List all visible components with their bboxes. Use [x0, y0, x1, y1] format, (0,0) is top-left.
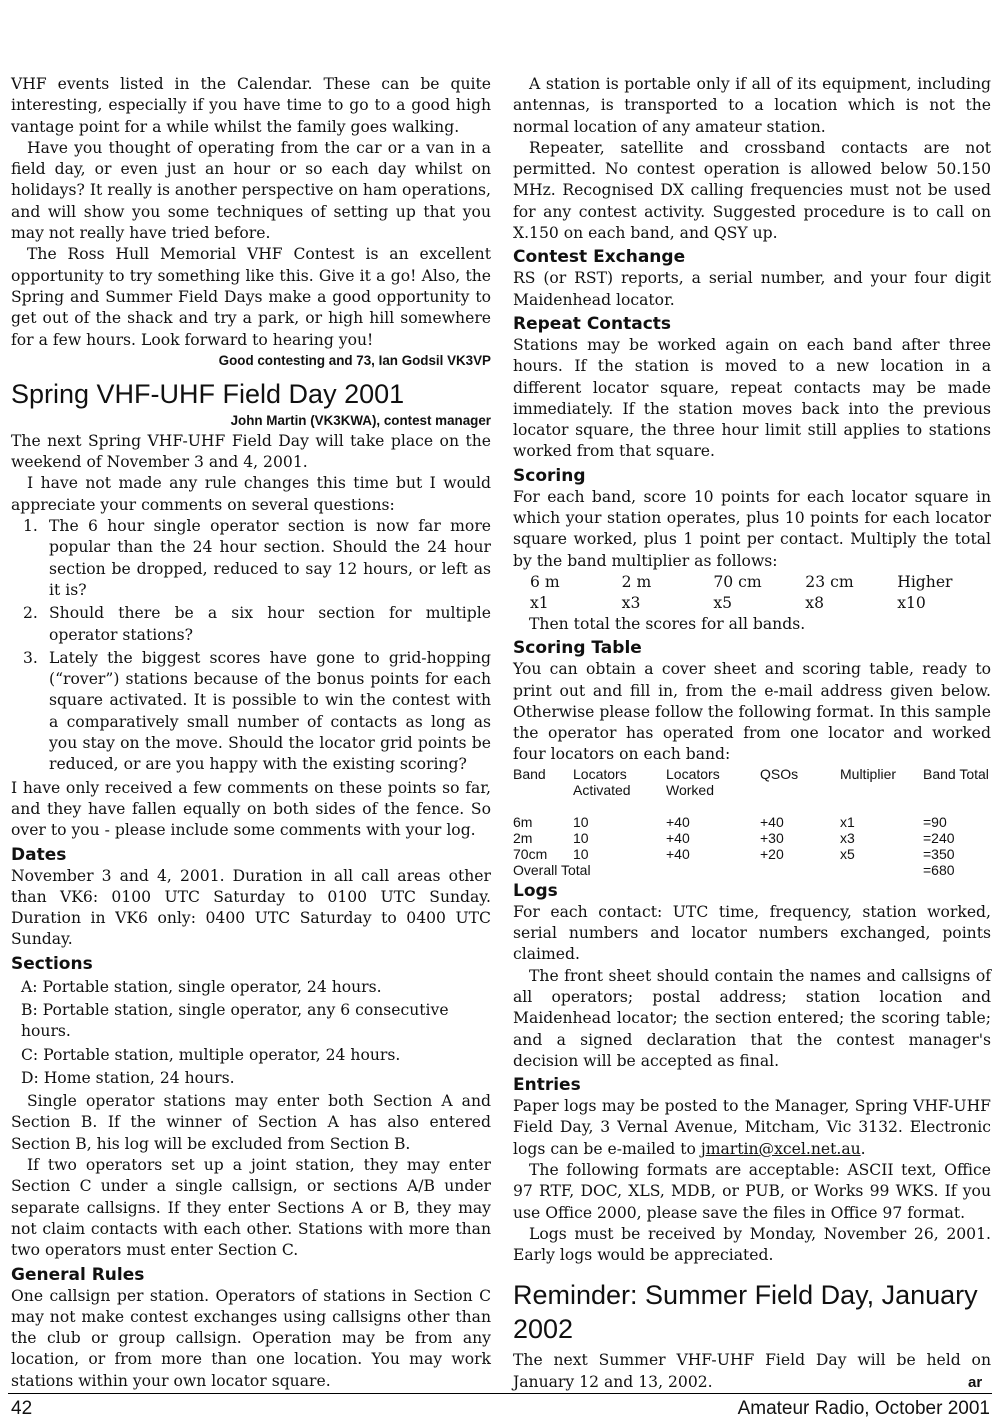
section-heading-repeat-contacts: Repeat Contacts [513, 313, 672, 334]
paragraph: Logs must be received by Monday, November 26, 2001. Early logs would be appreciated. [513, 1224, 991, 1265]
section-heading-scoring-table: Scoring Table [513, 638, 642, 659]
question-item: 3. Lately the biggest scores have gone to grid-hopping (“rover”) stations because of the bonus points for each square activated. It is possible to win the contest with a comparatively small number of contacts as long as you stay on the move. Should the locator grid points be reduced, or are you happy with the existing scoring? [23, 648, 491, 774]
table-cell: +40 [666, 845, 690, 862]
table-spacer [513, 798, 991, 814]
multiplier-value: x10 [897, 594, 926, 613]
table-cell: 10 [573, 829, 589, 846]
footer-divider [8, 1393, 992, 1394]
table-cell: x1 [840, 813, 855, 830]
multiplier-band: 23 cm [805, 573, 854, 592]
paragraph: RS (or RST) reports, a serial number, and your four digit Maidenhead locator. [513, 269, 991, 309]
table-cell: +20 [760, 845, 784, 862]
table-cell: 6m [513, 813, 533, 830]
section-item: B: Portable station, single operator, any 6 consecutive hours. [21, 1000, 449, 1041]
email-link[interactable]: jmartin@xcel.net.au [700, 1139, 861, 1158]
paragraph: You can obtain a cover sheet and scoring table, ready to print out and fill in, from the e-mail address given below. Otherwise please follow the following format. In this sample the operator has operated from one locator and worked four locators on each band: [513, 660, 991, 764]
section-heading-dates: Dates [11, 844, 67, 865]
scoring-table [513, 766, 991, 878]
table-cell: =350 [923, 845, 955, 862]
table-cell: 10 [573, 813, 589, 830]
reminder-title: Reminder: Summer Field Day, January 2002 [513, 1280, 978, 1345]
multiplier-band: 2 m [621, 573, 652, 592]
paragraph: One callsign per station. Operators of stations in Section C may not make contest exchanges using callsigns other than the club or group callsign. Operation may be from any location, or from more than one location. You may work stations within your own locator square. [11, 1286, 491, 1390]
paragraph: Single operator stations may enter both Section A and Section B. If the winner of Section A has also entered Section B, his log will be excluded from Section B. [11, 1092, 491, 1153]
section-heading-general-rules: General Rules [11, 1264, 145, 1285]
paragraph: A station is portable only if all of its equipment, including antennas, is transported to a location which is not the normal location of any amateur station. [513, 75, 991, 136]
table-cell: +40 [666, 829, 690, 846]
multiplier-value: x3 [621, 594, 641, 613]
question-item: 2. Should there be a six hour section for multiple operator stations? [23, 604, 491, 644]
table-cell: 2m [513, 829, 533, 846]
table-cell: 70cm [513, 845, 548, 862]
section-heading-contest-exchange: Contest Exchange [513, 247, 686, 268]
table-total-row [513, 862, 991, 878]
paragraph: If two operators set up a joint station, they may enter Section C under a single callsign, or sections A/B under separate callsigns. If they enter Sections A or B, they may not claim contacts with each other. Stations with more than two operators must enter Section C. [11, 1156, 491, 1260]
band-multiplier-table [530, 572, 991, 614]
table-cell: =90 [923, 813, 947, 830]
multiplier-band-row [530, 572, 991, 593]
left-column [11, 74, 491, 1392]
paragraph: Stations may be worked again on each band after three hours. If the station is moved to a new location in a different locator square, repeat contacts may be made immediately. If the station moves back into the previous locator square, the three hour limit still applies to stations worked from that square. [513, 335, 991, 461]
multiplier-value: x1 [530, 594, 549, 613]
dates-text: November 3 and 4, 2001. Duration in all call areas other than VK6: 0100 UTC Saturday to 0100 UTC Sunday. Duration in VK6 only: 0400 UTC Saturday to 0400 UTC Sunday. [11, 866, 491, 949]
multiplier-band: 70 cm [713, 573, 762, 592]
section-item: D: Home station, 24 hours. [21, 1068, 235, 1087]
question-item: 1. The 6 hour single operator section is now far more popular than the 24 hour section. Should the 24 hour section be dropped, reduced to say 12 hours, or left as it is? [23, 517, 491, 599]
table-cell: x3 [840, 829, 855, 846]
publication-footer: Amateur Radio, October 2001 [737, 1398, 990, 1419]
paragraph: Repeater, satellite and crossband contacts are not permitted. No contest operation is allowed below 50.150 MHz. Recognised DX calling frequencies must not be used for any contest activity. Suggested procedure is to call on X.150 on each band, and QSY up. [513, 138, 991, 243]
section-heading-scoring: Scoring [513, 465, 586, 486]
table-cell: +40 [760, 813, 784, 830]
overall-total-value: =680 [923, 861, 955, 878]
paragraph: The front sheet should contain the names and callsigns of all operators; postal address; station location and Maidenhead locator; the section entered; the scoring table; and a signed declaration that the contest manager's decision will be accepted as final. [513, 966, 991, 1070]
article-title: Spring VHF-UHF Field Day 2001 [11, 378, 405, 409]
table-header-row [513, 766, 991, 798]
right-column [513, 74, 991, 1393]
byline: John Martin (VK3KWA), contest manager [230, 412, 491, 428]
intro-paragraph: The Ross Hull Memorial VHF Contest is an excellent opportunity to try something like this. Give it a go! Also, the Spring and Summer Field Days make a good opportunity to get out of the shack and try a park, or high hill somewhere for a few hours. Look forward to hearing you! [11, 245, 491, 349]
paragraph: I have not made any rule changes this time but I would appreciate your comments on several questions: [11, 474, 491, 514]
table-row [513, 830, 991, 846]
table-header: QSOs [760, 765, 799, 782]
question-list [11, 516, 491, 776]
table-row [513, 846, 991, 862]
multiplier-value-row [530, 593, 991, 614]
table-header: Locators Activated [573, 765, 631, 798]
paragraph: The next Summer VHF-UHF Field Day will be held on January 12 and 13, 2002. [513, 1351, 991, 1391]
table-cell: +30 [760, 829, 784, 846]
end-mark: ar [968, 1374, 983, 1391]
table-cell: +40 [666, 813, 690, 830]
multiplier-value: x8 [805, 594, 824, 613]
signature: Good contesting and 73, Ian Godsil VK3VP [218, 352, 491, 368]
paragraph: For each band, score 10 points for each locator square in which your station operates, plus 10 points for each locator square worked, plus 1 point per contact. Multiply the total by the band multiplier as follows: [513, 487, 991, 570]
paragraph: For each contact: UTC time, frequency, station worked, serial numbers and locator numbers exchanged, points claimed. [513, 902, 991, 964]
section-item: C: Portable station, multiple operator, 24 hours. [21, 1045, 401, 1064]
section-heading-sections: Sections [11, 953, 93, 974]
table-cell: =240 [923, 829, 955, 846]
table-cell: x5 [840, 845, 855, 862]
section-heading-logs: Logs [513, 880, 558, 901]
table-header: Multiplier [840, 765, 897, 782]
section-heading-entries: Entries [513, 1075, 581, 1096]
paragraph: I have only received a few comments on these points so far, and they have fallen equally on both sides of the fence. So over to you - please include some comments with your log. [11, 778, 491, 840]
paragraph: The following formats are acceptable: ASCII text, Office 97 RTF, DOC, XLS, MDB, or PUB, or Works 99 WKS. If you use Office 2000, please save the files in Office 97 format. [513, 1160, 991, 1222]
paragraph: Paper logs may be posted to the Manager, Spring VHF-UHF Field Day, 3 Vernal Avenue, Mitcham, Vic 3132. Electronic logs can be e-mailed to jmartin@xcel.net.au. [513, 1097, 991, 1158]
overall-total-label: Overall Total [513, 861, 591, 878]
multiplier-band: 6 m [530, 573, 560, 592]
page-number: 42 [11, 1398, 33, 1419]
multiplier-band: Higher [897, 573, 953, 592]
table-header: Band [513, 765, 546, 782]
table-header: Locators Worked [666, 765, 720, 798]
paragraph: The next Spring VHF-UHF Field Day will take place on the weekend of November 3 and 4, 2001. [11, 431, 491, 472]
paragraph: Then total the scores for all bands. [529, 614, 806, 633]
table-header: Band Total [923, 765, 989, 782]
intro-paragraph: Have you thought of operating from the car or a van in a field day, or even just an hour or so each day whilst on holidays? It really is another perspective on ham operations, and will show you some techniques of setting up that you may not really have tried before. [11, 138, 491, 243]
table-cell: 10 [573, 845, 589, 862]
intro-paragraph: VHF events listed in the Calendar. These can be quite interesting, especially if you have time to go to a good high vantage point for a while whilst the family goes walking. [11, 75, 491, 136]
section-item: A: Portable station, single operator, 24 hours. [21, 977, 382, 996]
table-row [513, 814, 991, 830]
multiplier-value: x5 [713, 594, 733, 613]
